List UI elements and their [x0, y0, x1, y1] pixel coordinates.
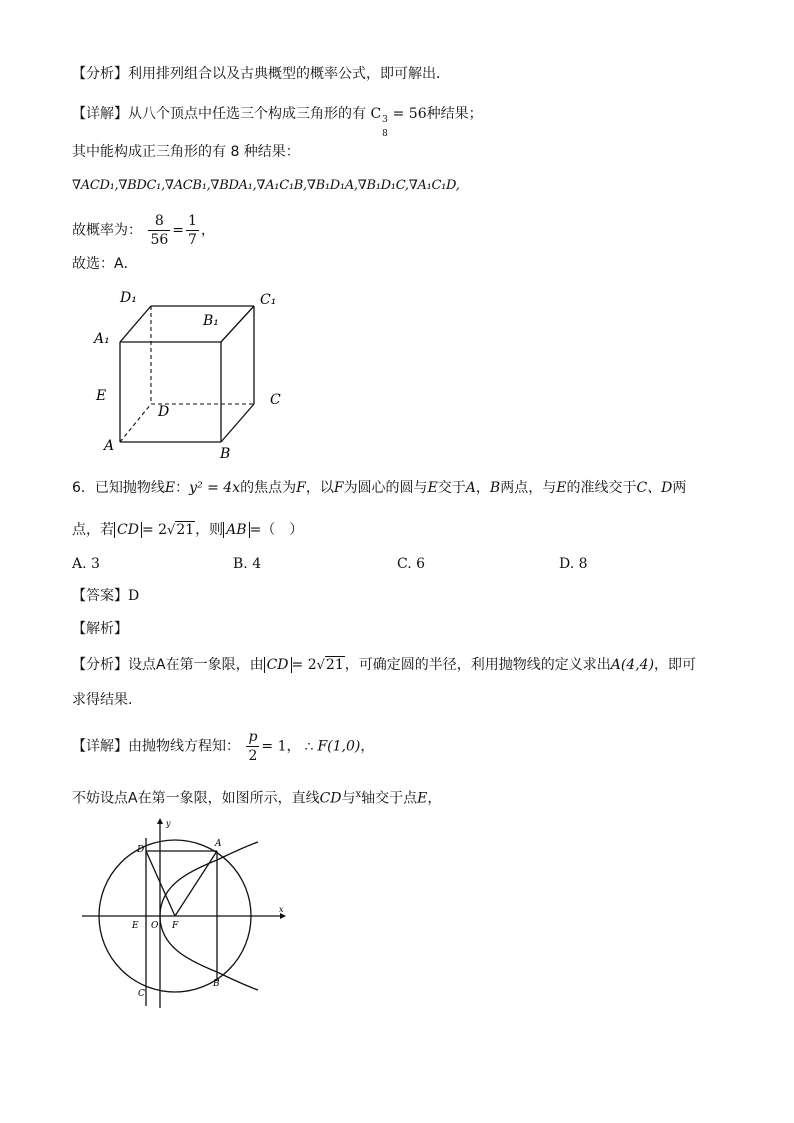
jiexi-heading: 【解析】	[72, 621, 128, 637]
graph-label-D: D	[137, 845, 145, 855]
analysis-line-3: 求得结果.	[72, 692, 133, 708]
detail-line-2: 【详解】由抛物线方程知： $\frac{p}{2}$ = 1， ∴ F(1,0)，	[72, 729, 375, 764]
comb-sup: 3	[382, 115, 388, 125]
graph-label-F: F	[172, 921, 179, 931]
comb-sub: 8	[382, 129, 388, 139]
detail-tag: 【详解】	[72, 106, 128, 122]
fraction-p-2: $\frac{p}{2}$	[248, 729, 258, 764]
last-line: 不妨设点A在第一象限，如图所示，直线CD与$^x$轴交于点E，	[72, 789, 442, 807]
triangle-list: ∇ACD₁,∇BDC₁,∇ACB₁,∇BDA₁,∇A₁C₁B,∇B₁D₁A,∇B₁D₁C,∇A₁C₁D,	[72, 178, 460, 193]
analysis-tag: 【分析】	[72, 66, 128, 82]
analysis-line-2: 【分析】设点A在第一象限，由 CD = 2√21，可确定圆的半径，利用抛物线的定义求出A(4,4)，即可	[72, 657, 697, 673]
point-A: A(4,4)	[610, 657, 655, 673]
cube-label-D: D	[158, 404, 170, 420]
graph-label-O: O	[151, 921, 159, 931]
graph-label-x: x	[279, 905, 284, 914]
parabola-figure	[82, 818, 292, 1008]
analysis-text: 利用排列组合以及古典概型的概率公式，即可解出．	[128, 66, 450, 82]
fraction-1-7: $\frac{1}{7}$	[188, 213, 197, 248]
prob-pre: 故概率为：	[72, 222, 142, 239]
graph-label-A: A	[215, 839, 222, 849]
cube-label-B: B	[220, 446, 231, 462]
detail-line-1	[72, 104, 483, 139]
graph-label-y: y	[166, 819, 171, 828]
answer-line: 【答案】D	[72, 588, 140, 604]
comb-result: = 56	[392, 106, 427, 122]
choice-line: 故选：A．	[72, 256, 138, 272]
focus-point: F(1,0)	[317, 738, 361, 755]
detail-post: 种结果；	[426, 106, 483, 122]
cube-label-A: A	[104, 438, 115, 454]
cube-label-A1: A₁	[94, 331, 110, 347]
option-c: C. 6	[397, 556, 426, 572]
detail-pre: 从八个顶点中任选三个构成三角形的有	[128, 106, 366, 122]
analysis-line-1	[72, 64, 450, 84]
combination-symbol: C 3 8	[370, 106, 392, 122]
graph-label-E: E	[132, 921, 139, 931]
cube-label-D1: D₁	[120, 290, 137, 306]
graph-label-B: B	[213, 979, 220, 989]
question-6-line-1: 6．已知抛物线E：y² = 4x的焦点为F，以F为圆心的圆与E交于A，B两点，与E的准线交于C、D两	[72, 480, 687, 496]
cube-label-E: E	[96, 388, 107, 404]
probability-line: 故概率为： $\frac{8}{56}$ = $\frac{1}{7}$ ，	[72, 213, 215, 248]
cube-label-C: C	[270, 392, 281, 408]
cube-label-B1: B₁	[203, 313, 219, 329]
options-row	[72, 556, 632, 576]
answer-value: D	[128, 588, 140, 604]
parabola-equation: y² = 4x	[189, 480, 241, 496]
graph-label-C: C	[138, 989, 145, 999]
option-b: B. 4	[233, 556, 262, 572]
cube-label-C1: C₁	[260, 292, 277, 308]
question-6-line-2: 点，若 CD = 2√21，则 AB =（ ）	[72, 522, 304, 538]
fraction-8-56: $\frac{8}{56}$	[150, 213, 169, 248]
count-line: 其中能构成正三角形的有 8 种结果：	[72, 144, 300, 160]
cube-figure	[88, 280, 308, 465]
option-d: D. 8	[559, 556, 588, 572]
option-a: A. 3	[72, 556, 100, 572]
